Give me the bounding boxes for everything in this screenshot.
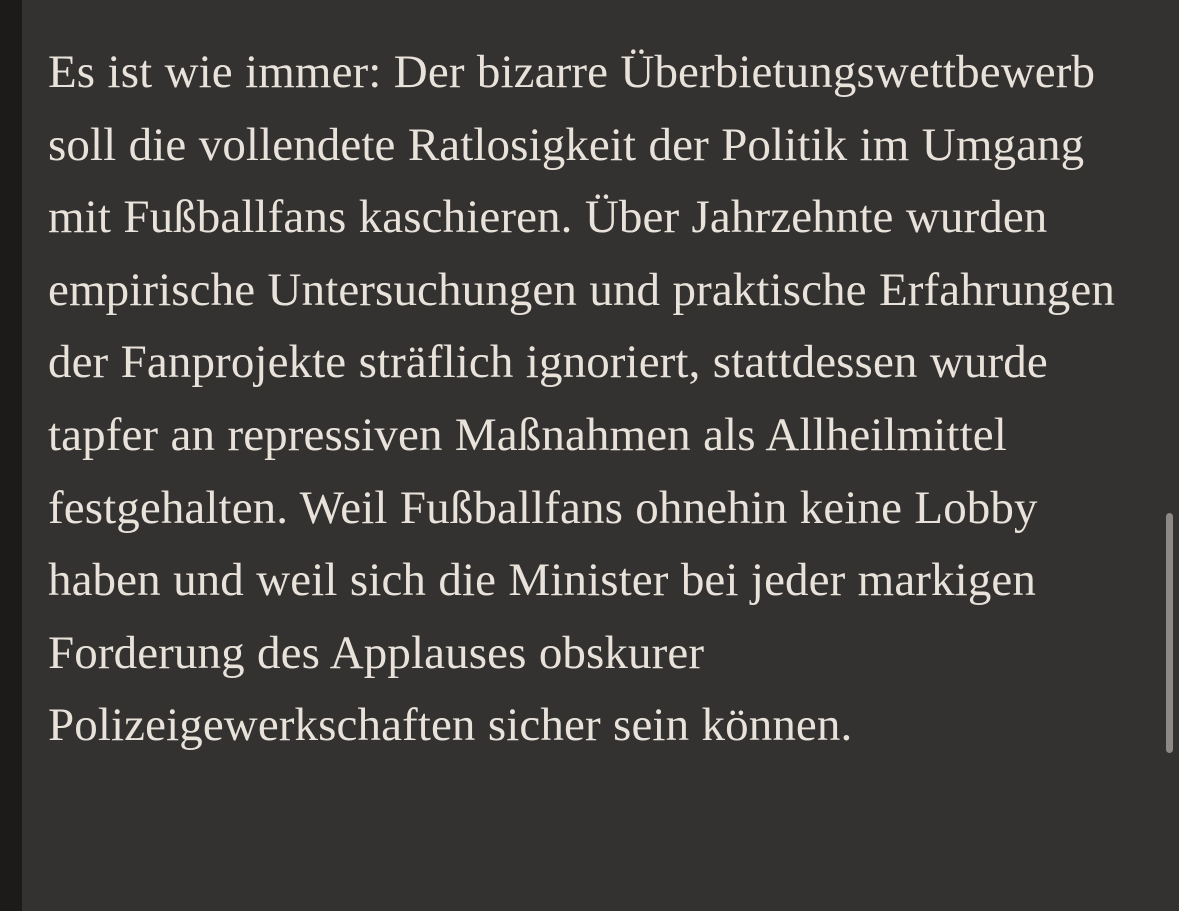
article-paragraph: Es ist wie immer: Der bizarre Überbietungswettbewerb soll die vollendete Ratlosigkeit der Politik im Umgang mit Fußballfans kaschieren. Über Jahrzehnte wurden empirische Untersuchungen und praktische Erfahrungen der Fanprojekte sträflich ignoriert, stattdessen wurde tapfer an repressiven Maßnahmen als Allheilmittel festgehalten. Weil Fußballfans ohnehin keine Lobby haben und weil sich die Minister bei jeder markigen Forderung des Applauses obskurer Polizeigewerkschaften sicher sein können. — [48, 46, 1115, 752]
reader-content — [22, 0, 1179, 911]
left-gutter — [0, 0, 22, 911]
scrollbar-thumb[interactable] — [1166, 513, 1173, 753]
scrollbar-track[interactable] — [1165, 0, 1173, 911]
